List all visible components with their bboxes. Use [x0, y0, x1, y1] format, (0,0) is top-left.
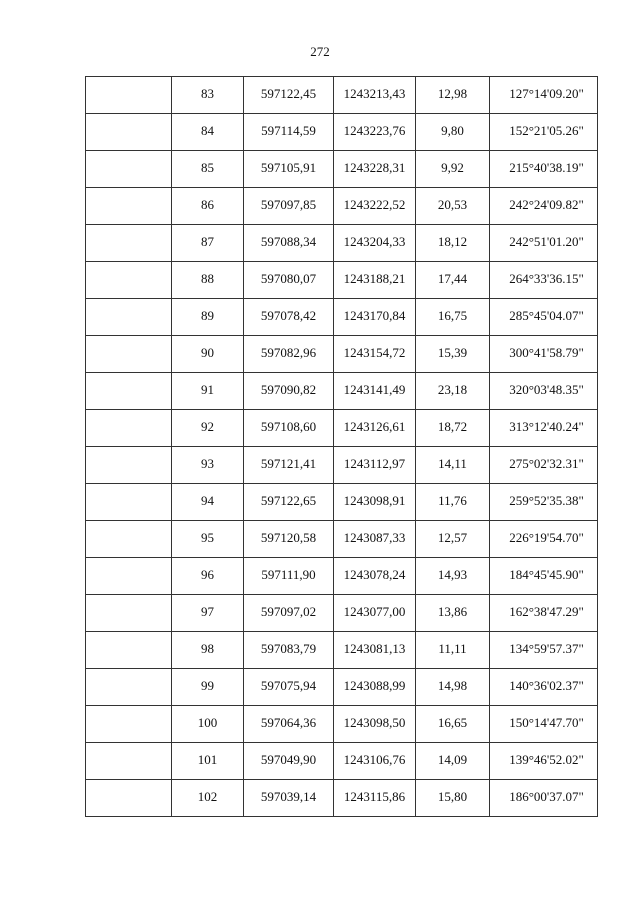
- section-text: [86, 484, 171, 494]
- distance-text: 13,86: [437, 604, 468, 619]
- table-row: [86, 743, 598, 780]
- point-number-text: 87: [201, 234, 214, 249]
- x-coordinate-text: 597122,65: [260, 493, 317, 508]
- bearing-text: 320°03'48.35": [509, 382, 584, 397]
- y-coordinate-cell: [334, 299, 416, 336]
- table-row: [86, 447, 598, 484]
- bearing-cell: [490, 410, 598, 447]
- x-coordinate-text: 597122,45: [260, 86, 317, 101]
- section-text: [86, 595, 171, 605]
- bearing-text: 313°12'40.24": [509, 419, 584, 434]
- distance-text: 15,39: [437, 345, 468, 360]
- x-coordinate-cell: [244, 373, 334, 410]
- y-coordinate-cell: [334, 558, 416, 595]
- distance-cell: [416, 669, 490, 706]
- distance-cell: [416, 114, 490, 151]
- point-number-cell: [172, 447, 244, 484]
- table-row: [86, 669, 598, 706]
- point-number-text: 83: [201, 86, 214, 101]
- x-coordinate-cell: [244, 558, 334, 595]
- table-row: [86, 632, 598, 669]
- y-coordinate-cell: [334, 114, 416, 151]
- point-number-cell: [172, 521, 244, 558]
- distance-cell: [416, 595, 490, 632]
- section-cell: [86, 151, 172, 188]
- y-coordinate-text: 1243088,99: [343, 678, 406, 693]
- bearing-cell: [490, 114, 598, 151]
- x-coordinate-text: 597049,90: [260, 752, 317, 767]
- point-number-cell: [172, 706, 244, 743]
- distance-text: 11,11: [438, 641, 467, 656]
- y-coordinate-text: 1243087,33: [343, 530, 406, 545]
- x-coordinate-cell: [244, 77, 334, 114]
- point-number-cell: [172, 151, 244, 188]
- y-coordinate-text: 1243188,21: [343, 271, 406, 286]
- bearing-cell: [490, 780, 598, 817]
- distance-cell: [416, 558, 490, 595]
- distance-text: 14,09: [437, 752, 468, 767]
- bearing-text: 226°19'54.70": [509, 530, 584, 545]
- bearing-cell: [490, 632, 598, 669]
- distance-cell: [416, 743, 490, 780]
- distance-cell: [416, 188, 490, 225]
- table-row: [86, 484, 598, 521]
- point-number-text: 100: [197, 715, 218, 730]
- section-text: [86, 447, 171, 457]
- bearing-cell: [490, 447, 598, 484]
- y-coordinate-cell: [334, 373, 416, 410]
- table-row: [86, 595, 598, 632]
- x-coordinate-cell: [244, 299, 334, 336]
- x-coordinate-text: 597083,79: [260, 641, 317, 656]
- bearing-text: 186°00'37.07": [509, 789, 584, 804]
- y-coordinate-cell: [334, 188, 416, 225]
- y-coordinate-cell: [334, 743, 416, 780]
- y-coordinate-cell: [334, 669, 416, 706]
- bearing-text: 162°38'47.29": [509, 604, 584, 619]
- point-number-cell: [172, 595, 244, 632]
- y-coordinate-text: 1243106,76: [343, 752, 406, 767]
- x-coordinate-text: 597082,96: [260, 345, 317, 360]
- point-number-text: 85: [201, 160, 214, 175]
- x-coordinate-cell: [244, 521, 334, 558]
- section-cell: [86, 632, 172, 669]
- y-coordinate-text: 1243141,49: [343, 382, 406, 397]
- point-number-cell: [172, 780, 244, 817]
- y-coordinate-text: 1243078,24: [343, 567, 406, 582]
- y-coordinate-text: 1243098,91: [343, 493, 406, 508]
- y-coordinate-text: 1243081,13: [343, 641, 406, 656]
- distance-text: 16,65: [437, 715, 468, 730]
- x-coordinate-text: 597064,36: [260, 715, 317, 730]
- y-coordinate-text: 1243213,43: [343, 86, 406, 101]
- distance-cell: [416, 151, 490, 188]
- bearing-cell: [490, 151, 598, 188]
- y-coordinate-cell: [334, 521, 416, 558]
- bearing-text: 300°41'58.79": [509, 345, 584, 360]
- y-coordinate-cell: [334, 151, 416, 188]
- bearing-cell: [490, 743, 598, 780]
- table-body: [86, 77, 598, 817]
- x-coordinate-cell: [244, 447, 334, 484]
- bearing-cell: [490, 669, 598, 706]
- x-coordinate-text: 597090,82: [260, 382, 317, 397]
- section-text: [86, 373, 171, 383]
- distance-text: 17,44: [437, 271, 468, 286]
- section-cell: [86, 188, 172, 225]
- distance-cell: [416, 706, 490, 743]
- x-coordinate-text: 597075,94: [260, 678, 317, 693]
- x-coordinate-text: 597120,58: [260, 530, 317, 545]
- table-row: [86, 299, 598, 336]
- distance-text: 9,80: [441, 123, 464, 138]
- y-coordinate-cell: [334, 336, 416, 373]
- section-cell: [86, 336, 172, 373]
- table-row: [86, 336, 598, 373]
- point-number-cell: [172, 336, 244, 373]
- y-coordinate-cell: [334, 225, 416, 262]
- point-number-text: 94: [201, 493, 214, 508]
- section-cell: [86, 595, 172, 632]
- bearing-cell: [490, 225, 598, 262]
- distance-cell: [416, 521, 490, 558]
- point-number-text: 84: [201, 123, 214, 138]
- x-coordinate-text: 597108,60: [260, 419, 317, 434]
- y-coordinate-text: 1243223,76: [343, 123, 406, 138]
- bearing-text: 242°51'01.20": [509, 234, 584, 249]
- table-row: [86, 188, 598, 225]
- x-coordinate-cell: [244, 225, 334, 262]
- y-coordinate-cell: [334, 595, 416, 632]
- distance-cell: [416, 780, 490, 817]
- bearing-text: 215°40'38.19": [509, 160, 584, 175]
- table-row: [86, 114, 598, 151]
- bearing-cell: [490, 188, 598, 225]
- y-coordinate-cell: [334, 484, 416, 521]
- x-coordinate-text: 597105,91: [260, 160, 317, 175]
- y-coordinate-text: 1243098,50: [343, 715, 406, 730]
- y-coordinate-text: 1243154,72: [343, 345, 406, 360]
- section-text: [86, 706, 171, 716]
- bearing-text: 140°36'02.37": [509, 678, 584, 693]
- distance-text: 14,93: [437, 567, 468, 582]
- y-coordinate-text: 1243126,61: [343, 419, 406, 434]
- bearing-text: 275°02'32.31": [509, 456, 584, 471]
- x-coordinate-cell: [244, 706, 334, 743]
- y-coordinate-cell: [334, 262, 416, 299]
- x-coordinate-cell: [244, 632, 334, 669]
- table-row: [86, 558, 598, 595]
- y-coordinate-text: 1243228,31: [343, 160, 406, 175]
- point-number-text: 88: [201, 271, 214, 286]
- section-cell: [86, 484, 172, 521]
- bearing-cell: [490, 521, 598, 558]
- x-coordinate-cell: [244, 743, 334, 780]
- x-coordinate-cell: [244, 780, 334, 817]
- distance-text: 20,53: [437, 197, 468, 212]
- distance-text: 9,92: [441, 160, 464, 175]
- page-number: 272: [310, 44, 330, 59]
- distance-cell: [416, 410, 490, 447]
- x-coordinate-text: 597080,07: [260, 271, 317, 286]
- point-number-cell: [172, 299, 244, 336]
- x-coordinate-text: 597097,85: [260, 197, 317, 212]
- bearing-cell: [490, 558, 598, 595]
- bearing-text: 150°14'47.70": [509, 715, 584, 730]
- point-number-cell: [172, 632, 244, 669]
- y-coordinate-text: 1243077,00: [343, 604, 406, 619]
- x-coordinate-text: 597088,34: [260, 234, 317, 249]
- point-number-text: 98: [201, 641, 214, 656]
- bearing-text: 259°52'35.38": [509, 493, 584, 508]
- distance-text: 14,98: [437, 678, 468, 693]
- bearing-text: 264°33'36.15": [509, 271, 584, 286]
- x-coordinate-cell: [244, 484, 334, 521]
- section-cell: [86, 262, 172, 299]
- coordinates-table: [85, 76, 598, 817]
- y-coordinate-cell: [334, 780, 416, 817]
- section-text: [86, 558, 171, 568]
- section-text: [86, 410, 171, 420]
- distance-cell: [416, 484, 490, 521]
- section-cell: [86, 77, 172, 114]
- table-row: [86, 373, 598, 410]
- section-text: [86, 743, 171, 753]
- point-number-text: 96: [201, 567, 214, 582]
- point-number-text: 95: [201, 530, 214, 545]
- section-text: [86, 262, 171, 272]
- table-row: [86, 410, 598, 447]
- table-row: [86, 77, 598, 114]
- point-number-cell: [172, 410, 244, 447]
- point-number-text: 97: [201, 604, 214, 619]
- distance-text: 15,80: [437, 789, 468, 804]
- y-coordinate-cell: [334, 447, 416, 484]
- point-number-cell: [172, 188, 244, 225]
- distance-text: 14,11: [438, 456, 467, 471]
- x-coordinate-text: 597111,90: [261, 567, 316, 582]
- y-coordinate-text: 1243204,33: [343, 234, 406, 249]
- y-coordinate-text: 1243170,84: [343, 308, 406, 323]
- bearing-text: 152°21'05.26": [509, 123, 584, 138]
- x-coordinate-cell: [244, 595, 334, 632]
- section-text: [86, 151, 171, 161]
- table-row: [86, 706, 598, 743]
- section-text: [86, 669, 171, 679]
- distance-cell: [416, 77, 490, 114]
- bearing-text: 285°45'04.07": [509, 308, 584, 323]
- x-coordinate-text: 597114,59: [261, 123, 316, 138]
- point-number-text: 90: [201, 345, 214, 360]
- distance-cell: [416, 262, 490, 299]
- table-row: [86, 151, 598, 188]
- point-number-text: 99: [201, 678, 214, 693]
- bearing-text: 134°59'57.37": [509, 641, 584, 656]
- distance-text: 12,57: [437, 530, 468, 545]
- point-number-text: 101: [197, 752, 218, 767]
- section-cell: [86, 410, 172, 447]
- point-number-text: 93: [201, 456, 214, 471]
- section-cell: [86, 521, 172, 558]
- point-number-cell: [172, 373, 244, 410]
- bearing-cell: [490, 336, 598, 373]
- point-number-text: 91: [201, 382, 214, 397]
- distance-text: 11,76: [438, 493, 467, 508]
- x-coordinate-cell: [244, 669, 334, 706]
- section-text: [86, 780, 171, 790]
- x-coordinate-cell: [244, 336, 334, 373]
- table-row: [86, 521, 598, 558]
- x-coordinate-cell: [244, 410, 334, 447]
- distance-cell: [416, 373, 490, 410]
- bearing-cell: [490, 484, 598, 521]
- section-text: [86, 188, 171, 198]
- x-coordinate-cell: [244, 151, 334, 188]
- distance-cell: [416, 447, 490, 484]
- section-cell: [86, 558, 172, 595]
- bearing-text: 184°45'45.90": [509, 567, 584, 582]
- y-coordinate-cell: [334, 410, 416, 447]
- point-number-cell: [172, 262, 244, 299]
- bearing-cell: [490, 706, 598, 743]
- section-cell: [86, 225, 172, 262]
- y-coordinate-cell: [334, 77, 416, 114]
- point-number-cell: [172, 743, 244, 780]
- y-coordinate-cell: [334, 632, 416, 669]
- distance-text: 18,72: [437, 419, 468, 434]
- bearing-text: 139°46'52.02": [509, 752, 584, 767]
- distance-cell: [416, 225, 490, 262]
- x-coordinate-cell: [244, 262, 334, 299]
- bearing-cell: [490, 373, 598, 410]
- bearing-text: 127°14'09.20": [509, 86, 584, 101]
- section-cell: [86, 743, 172, 780]
- x-coordinate-text: 597097,02: [260, 604, 317, 619]
- section-cell: [86, 114, 172, 151]
- distance-cell: [416, 336, 490, 373]
- bearing-cell: [490, 299, 598, 336]
- section-text: [86, 336, 171, 346]
- section-text: [86, 521, 171, 531]
- distance-text: 16,75: [437, 308, 468, 323]
- bearing-cell: [490, 77, 598, 114]
- bearing-cell: [490, 595, 598, 632]
- point-number-text: 86: [201, 197, 214, 212]
- y-coordinate-text: 1243112,97: [343, 456, 406, 471]
- point-number-cell: [172, 669, 244, 706]
- bearing-text: 242°24'09.82": [509, 197, 584, 212]
- section-cell: [86, 299, 172, 336]
- section-cell: [86, 780, 172, 817]
- distance-text: 12,98: [437, 86, 468, 101]
- distance-text: 18,12: [437, 234, 468, 249]
- section-text: [86, 299, 171, 309]
- point-number-text: 102: [197, 789, 218, 804]
- point-number-text: 92: [201, 419, 214, 434]
- section-cell: [86, 706, 172, 743]
- y-coordinate-text: 1243222,52: [343, 197, 406, 212]
- point-number-text: 89: [201, 308, 214, 323]
- table-row: [86, 780, 598, 817]
- y-coordinate-text: 1243115,86: [343, 789, 406, 804]
- point-number-cell: [172, 558, 244, 595]
- x-coordinate-cell: [244, 188, 334, 225]
- x-coordinate-cell: [244, 114, 334, 151]
- section-text: [86, 77, 171, 87]
- section-cell: [86, 373, 172, 410]
- point-number-cell: [172, 484, 244, 521]
- section-text: [86, 632, 171, 642]
- distance-cell: [416, 299, 490, 336]
- x-coordinate-text: 597121,41: [260, 456, 317, 471]
- x-coordinate-text: 597078,42: [260, 308, 317, 323]
- y-coordinate-cell: [334, 706, 416, 743]
- table-row: [86, 225, 598, 262]
- section-text: [86, 114, 171, 124]
- bearing-cell: [490, 262, 598, 299]
- table-row: [86, 262, 598, 299]
- point-number-cell: [172, 225, 244, 262]
- x-coordinate-text: 597039,14: [260, 789, 317, 804]
- point-number-cell: [172, 114, 244, 151]
- point-number-cell: [172, 77, 244, 114]
- distance-cell: [416, 632, 490, 669]
- section-cell: [86, 669, 172, 706]
- section-cell: [86, 447, 172, 484]
- section-text: [86, 225, 171, 235]
- distance-text: 23,18: [437, 382, 468, 397]
